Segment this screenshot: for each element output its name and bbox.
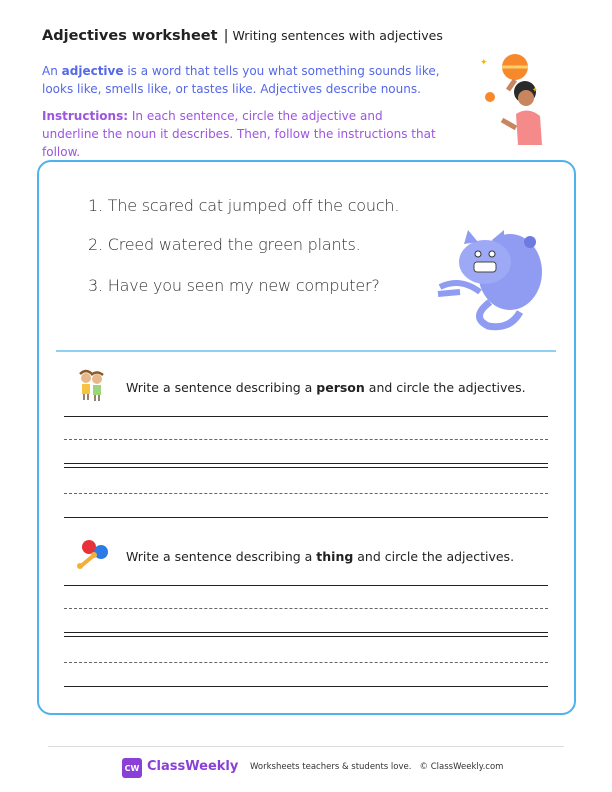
writing-line[interactable] <box>64 636 548 637</box>
sentence-1: 1. The scared cat jumped off the couch. <box>88 196 400 215</box>
intro-paragraph: An adjective is a word that tells you what something sounds like, looks like, smells like, or tastes like. Adjectives describe nouns. <box>42 64 440 96</box>
title-text: Adjectives worksheet <box>42 28 218 44</box>
writing-guide-dashed <box>64 662 548 663</box>
kids-icon <box>76 368 106 404</box>
writing-line[interactable] <box>64 467 548 468</box>
adjective-term: adjective <box>61 64 124 78</box>
writing-guide-dashed <box>64 608 548 609</box>
footer-tagline: Worksheets teachers & students love. © ClassWeekly.com <box>250 762 504 772</box>
writing-line[interactable] <box>64 463 548 464</box>
writing-line[interactable] <box>64 416 548 417</box>
page-title <box>42 28 443 44</box>
section-divider <box>56 350 556 352</box>
writing-line[interactable] <box>64 585 548 586</box>
writing-line[interactable] <box>64 632 548 633</box>
classweekly-logo[interactable]: CW <box>122 758 142 778</box>
instructions-paragraph: Instructions: In each sentence, circle the adjective and underline the noun it describes. Then, follow the instructions that follow. <box>42 109 436 159</box>
girl-illustration <box>470 50 560 150</box>
svg-text:✦: ✦ <box>532 86 538 94</box>
writing-guide-dashed <box>64 439 548 440</box>
toys-icon <box>75 538 111 572</box>
brand-name[interactable]: ClassWeekly <box>147 759 239 774</box>
scared-cat-illustration <box>430 222 550 332</box>
svg-text:✦: ✦ <box>480 58 488 68</box>
writing-line[interactable] <box>64 686 548 687</box>
title-separator: | <box>223 28 229 44</box>
sentence-3: 3. Have you seen my new computer? <box>88 276 380 295</box>
instructions-label: Instructions: <box>42 109 129 123</box>
task-thing-prompt: Write a sentence describing a thing and circle the adjectives. <box>126 549 515 564</box>
subtitle: Writing sentences with adjectives <box>232 28 443 43</box>
writing-guide-dashed <box>64 493 548 494</box>
sentence-2: 2. Creed watered the green plants. <box>88 235 361 254</box>
copyright: © ClassWeekly.com <box>419 762 504 772</box>
footer-divider <box>48 746 564 747</box>
writing-line[interactable] <box>64 517 548 518</box>
task-person-prompt: Write a sentence describing a person and circle the adjectives. <box>126 380 526 395</box>
